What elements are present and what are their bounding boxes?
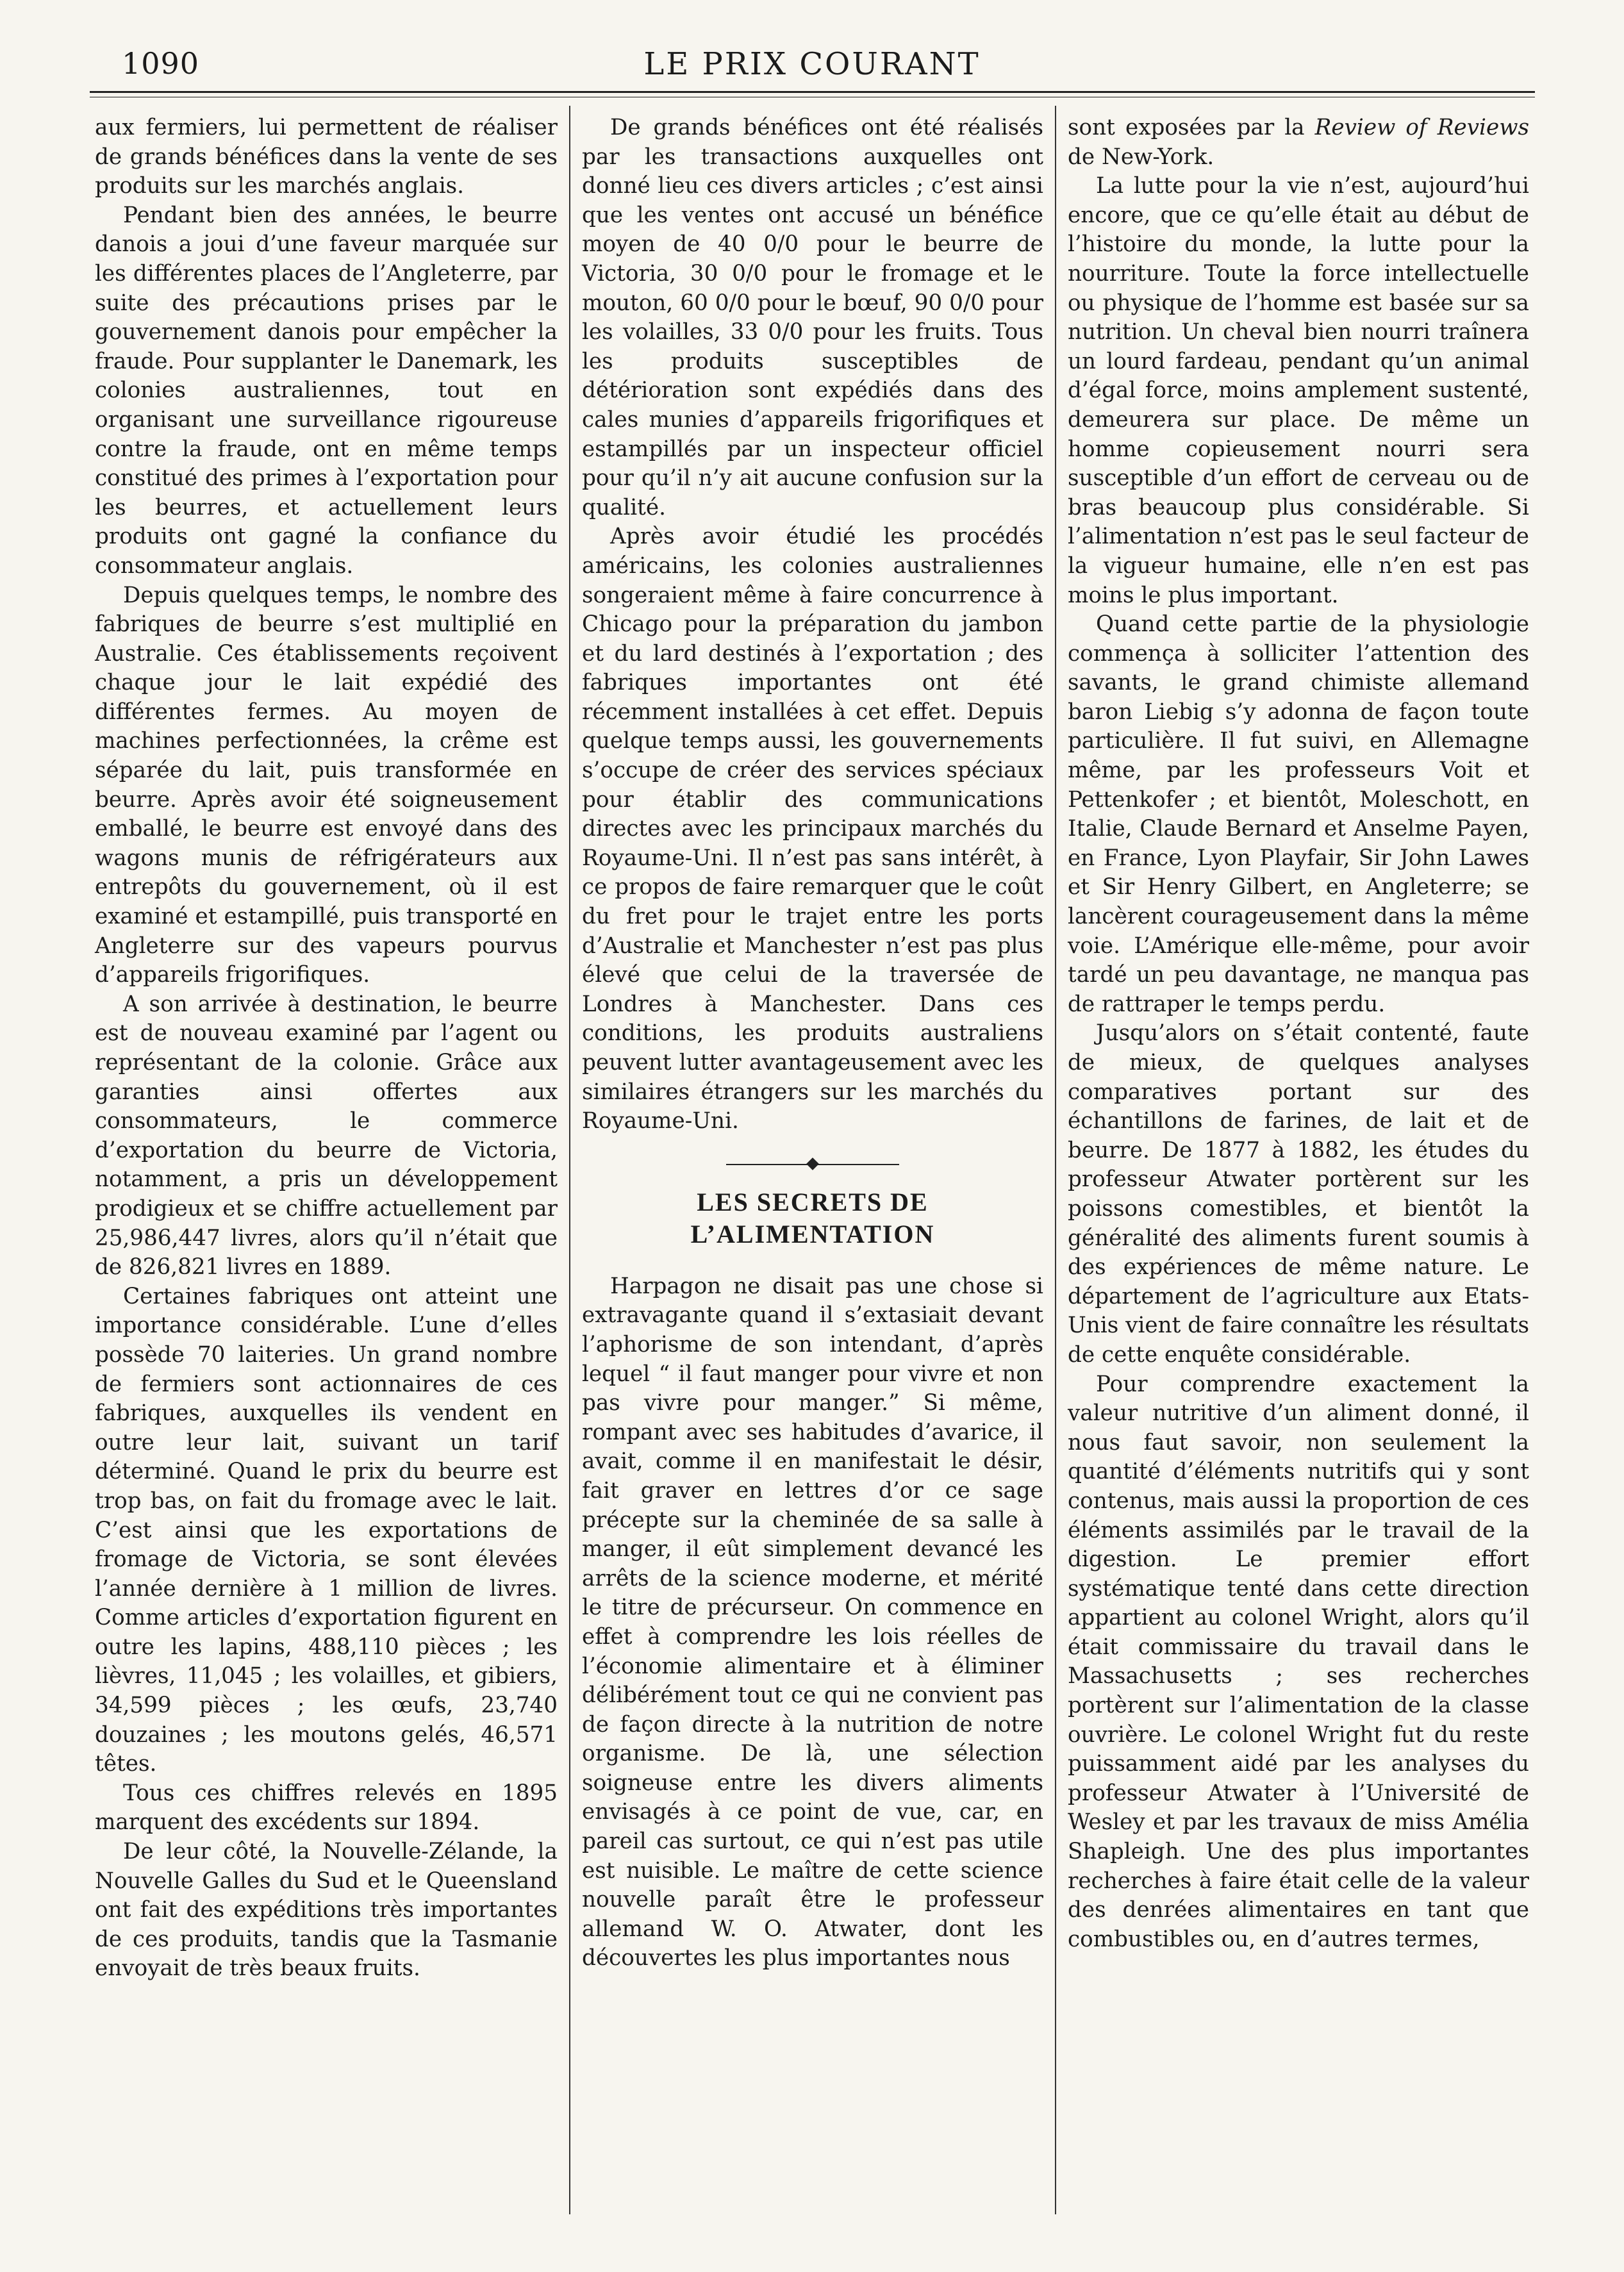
paragraph: Tous ces chiffres relevés en 1895 marquent des excédents sur 1894. <box>95 1780 558 1836</box>
paragraph: aux fermiers, lui permettent de réaliser de grands bénéfices dans la vente de ses produits sur les marchés anglais. <box>95 115 558 199</box>
column-1 <box>83 106 569 2214</box>
article-columns <box>83 106 1541 2214</box>
paragraph: De grands bénéfices ont été réalisés par les transactions auxquelles ont donné lieu ces divers articles ; c’est ainsi que les ventes ont accusé un bénéfice moyen de 40 0/0 pour le beurre de Victoria, 30 0/0 pour le fromage et le mouton, 60 0/0 pour le bœuf, 90 0/0 pour les volailles, 33 0/0 pour les fruits. Tous les produits susceptibles de détérioration sont expédiés dans des cales munies d’appareils frigorifiques et estampillés par un inspecteur officiel pour qu’il n’y ait aucune confusion sur la qualité. <box>582 115 1043 520</box>
paragraph: Après avoir étudié les procédés américains, les colonies australiennes songeraient même à faire concurrence à Chicago pour la préparation du jambon et du lard destinés à l’exportation ; des fabriques importantes ont été récemment installées à cet effet. Depuis quelque temps aussi, les gouvernements s’occupe de créer des services spéciaux pour établir des communications directes avec les principaux marchés du Royaume-Uni. Il n’est pas sans intérêt, à ce propos de faire remarquer que le coût du fret pour le trajet entre les ports d’Australie et Manchester n’est pas plus élevé que celui de la traversée de Londres à Manchester. Dans ces conditions, les produits australiens peuvent lutter avantageusement avec les similaires étrangers sur les marchés du Royaume-Uni. <box>582 524 1043 1134</box>
paragraph: De leur côté, la Nouvelle-Zélande, la Nouvelle Galles du Sud et le Queensland ont fait des expéditions très importantes de ces produits, tandis que la Tasmanie envoyait de très beaux fruits. <box>95 1839 558 1982</box>
paragraph: Harpagon ne disait pas une chose si extravagante quand il s’extasiait devant l’aphorisme de son intendant, d’après lequel “ il faut manger pour vivre et non pas vivre pour manger.” Si même, rompant avec ses habitudes d’avarice, il avait, comme il en manifestait le désir, fait graver en lettres d’or ce sage précepte sur la cheminée de sa salle à manger, il eût simplement devancé les arrêts de la science moderne, et mérité le titre de précurseur. On commence en effet à comprendre les lois réelles de l’économie alimentaire et à éliminer délibérément tout ce qui ne convient pas de façon directe à la nutrition de notre organisme. De là, une sélection soigneuse entre les divers aliments envisagés à ce point de vue, car, en pareil cas surtout, ce qui n’est pas utile est nuisible. Le maître de cette science nouvelle paraît être le professeur allemand W. O. Atwater, dont les découvertes les plus importantes nous <box>582 1273 1043 1971</box>
text-run: de New-York. <box>1068 144 1214 170</box>
article-title: LES SECRETS DE L’ALIMENTATION <box>690 1187 935 1248</box>
diamond-ornament-icon <box>806 1157 819 1170</box>
paragraph: Pendant bien des années, le beurre danois a joui d’une faveur marquée sur les différentes places de l’Angleterre, par suite des précautions prises par le gouvernement danois pour empêcher la fraude. Pour supplanter le Danemark, les colonies australiennes, tout en organisant une surveillance rigoureuse contre la fraude, ont en même temps constitué des primes à l’exportation pour les beurres, et actuellement leurs produits ont gagné la confiance du consommateur anglais. <box>95 202 558 579</box>
column-2 <box>569 106 1055 2214</box>
column-3 <box>1055 106 1541 2214</box>
paragraph: A son arrivée à destination, le beurre est de nouveau examiné par l’agent ou représentant de la colonie. Grâce aux garanties ainsi offertes aux consommateurs, le commerce d’exportation du beurre de Victoria, notamment, a pris un développement prodigieux et se chiffre actuellement par 25,986,447 livres, alors qu’il n’était que de 826,821 livres en 1889. <box>95 991 558 1281</box>
paragraph: Quand cette partie de la physiologie commença à solliciter l’attention des savants, le grand chimiste allemand baron Liebig s’y adonna de façon toute particulière. Il fut suivi, en Allemagne même, par les professeurs Voit et Pettenkofer ; et bientôt, Moleschott, en Italie, Claude Bernard et Anselme Payen, en France, Lyon Playfair, Sir John Lawes et Sir Henry Gilbert, en Angleterre; se lancèrent courageusement dans la même voie. L’Amérique elle-même, pour avoir tardé un peu davantage, ne manqua pas de rattraper le temps perdu. <box>1068 611 1529 1017</box>
text-run: sont exposées par la <box>1068 115 1315 140</box>
paragraph: Jusqu’alors on s’était contenté, faute de mieux, de quelques analyses comparatives portant sur des échantillons de farines, de lait et de beurre. De 1877 à 1882, les études du professeur Atwater portèrent sur les poissons comestibles, et bientôt la généralité des aliments furent soumis à des expériences de même nature. Le département de l’agriculture aux Etats-Unis vient de faire connaître les résultats de cette enquête considérable. <box>1068 1020 1529 1368</box>
paragraph: Certaines fabriques ont atteint une importance considérable. L’une d’elles possède 70 laiteries. Un grand nombre de fermiers sont actionnaires de ces fabriques, auxquelles ils vendent en outre leur lait, suivant un tarif déterminé. Quand le prix du beurre est trop bas, on fait du fromage avec le lait. C’est ainsi que les exportations de fromage de Victoria, se sont élevées l’année dernière à 1 million de livres. Comme articles d’exportation figurent en outre les lapins, 488,110 pièces ; les lièvres, 11,045 ; les volailles, et gibiers, 34,599 pièces ; les œufs, 23,740 douzaines ; les moutons gelés, 46,571 têtes. <box>95 1283 558 1777</box>
paragraph <box>1068 113 1529 172</box>
paragraph: Depuis quelques temps, le nombre des fabriques de beurre s’est multiplié en Australie. Ces établissements reçoivent chaque jour le lait expédié des différentes fermes. Au moyen de machines perfectionnées, la crême est séparée du lait, puis transformée en beurre. Après avoir été soigneusement emballé, le beurre est envoyé dans des wagons munis de réfrigérateurs aux entrepôts du gouvernement, où il est examiné et estampillé, puis transporté en Angleterre sur des vapeurs pourvus d’appareils frigorifiques. <box>95 582 558 988</box>
page-number: 1090 <box>122 46 200 81</box>
paragraph: Pour comprendre exactement la valeur nutritive d’un aliment donné, il nous faut savoir, non seulement la quantité d’éléments nutritifs qui y sont contenus, mais aussi la proportion de ces éléments assimilés par le travail de la digestion. Le premier effort systématique tenté dans cette direction appartient au colonel Wright, alors qu’il était commissaire du travail dans le Massachusetts ; ses recherches portèrent sur l’alimentation de la classe ouvrière. Le colonel Wright fut du reste puissamment aidé par les analyses du professeur Atwater à l’Université de Wesley et par les travaux de miss Amélia Shapleigh. Une des plus importantes recherches à faire était celle de la valeur des denrées alimentaires en tant que combustibles ou, en d’autres termes, <box>1068 1371 1529 1952</box>
section-divider <box>726 1158 899 1171</box>
header-rule <box>90 91 1535 97</box>
publication-name: Review of Reviews <box>1314 115 1529 140</box>
journal-title: LE PRIX COURANT <box>643 46 981 82</box>
paragraph: La lutte pour la vie n’est, aujourd’hui encore, que ce qu’elle était au début de l’histoire du monde, la lutte pour la nourriture. Toute la force intellectuelle ou physique de l’homme est basée sur sa nutrition. Un cheval bien nourri traînera un lourd fardeau, pendant qu’un animal d’égal force, moins amplement sustenté, demeurera sur place. De même un homme copieusement nourri sera susceptible d’un effort de cerveau ou de bras beaucoup plus considérable. Si l’alimentation n’est pas le seul facteur de la vigueur humaine, elle n’en est pas moins le plus important. <box>1068 173 1529 608</box>
